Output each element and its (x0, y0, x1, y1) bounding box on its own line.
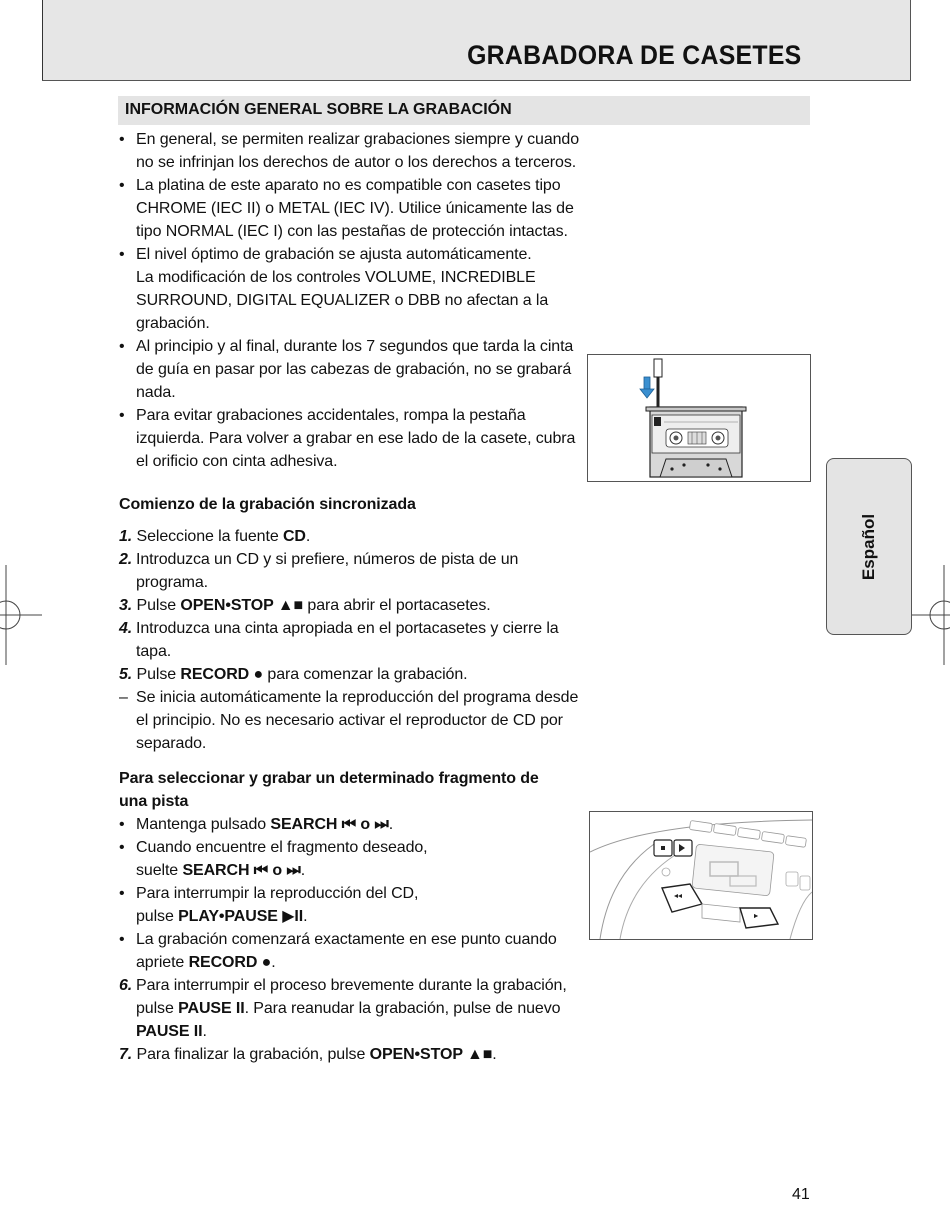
step-7: 7. Para finalizar la grabación, pulse OPEN•STOP ▲■. (119, 1046, 497, 1063)
text-line: El nivel óptimo de grabación se ajusta automáticamente. (136, 246, 532, 263)
cd-player-figure (589, 811, 813, 940)
registration-mark-right (908, 565, 950, 665)
list-item (119, 128, 589, 174)
step-5: 5. Pulse RECORD ● para comenzar la grabación. (119, 666, 468, 683)
list-item (119, 174, 589, 243)
cd-controls-illustration (590, 812, 812, 939)
step-3: 3. Pulse OPEN•STOP ▲■ para abrir el portacasetes. (119, 597, 491, 614)
text-line: el orificio con cinta adhesiva. (136, 453, 338, 470)
list-item (119, 243, 589, 335)
bullet: • (119, 131, 125, 148)
text-line: CHROME (IEC II) o METAL (IEC IV). Utilice únicamente las de (136, 200, 574, 217)
text-line: no se infrinjan los derechos de autor o los derechos a terceros. (136, 154, 577, 171)
text-line: SURROUND, DIGITAL EQUALIZER o DBB no afectan a la (136, 292, 549, 309)
text-line: En general, se permiten realizar grabaciones siempre y cuando (136, 131, 580, 148)
language-tab-label: Español (859, 513, 878, 580)
step-2: 2. Introduzca un CD y si prefiere, números de pista de un programa. (119, 551, 519, 591)
text-line: La platina de este aparato no es compatible con casetes tipo (136, 177, 561, 194)
list-item (119, 404, 589, 473)
list-item: • Mantenga pulsado SEARCH ⏮ o ⏭. (119, 816, 394, 833)
text-line: grabación. (136, 315, 210, 332)
text-line: de guía en pasar por las cabezas de grabación, no se grabará (136, 361, 572, 378)
page-title: GRABADORA DE CASETES (467, 40, 802, 70)
section-bar (118, 96, 810, 125)
bullet: • (119, 338, 125, 355)
cassette-tab-illustration (588, 355, 810, 481)
text-line: izquierda. Para volver a grabar en ese lado de la casete, cubra (136, 430, 576, 447)
bullet: • (119, 177, 125, 194)
page-number: 41 (792, 1186, 810, 1203)
cassette-figure (587, 354, 811, 482)
fragment-heading: Para seleccionar y grabar un determinado fragmento de una pista (119, 770, 539, 810)
sync-steps (119, 525, 589, 755)
bullet: • (119, 407, 125, 424)
section-title: INFORMACIÓN GENERAL SOBRE LA GRABACIÓN (125, 101, 512, 118)
list-item: • Para interrumpir la reproducción del CD, pulse PLAY•PAUSE ▶II. (119, 885, 419, 925)
dash-note: – Se inicia automáticamente la reproducción del programa desde el principio. No es necesario activar el reproductor de CD por separado. (119, 689, 579, 752)
step-1: 1. Seleccione la fuente CD. (119, 528, 311, 545)
list-item: • Cuando encuentre el fragmento deseado, suelte SEARCH ⏮ o ⏭. (119, 839, 428, 879)
list-item: • La grabación comenzará exactamente en ese punto cuando apriete RECORD ●. (119, 931, 557, 971)
text-line: La modificación de los controles VOLUME, INCREDIBLE (136, 269, 536, 286)
list-item (119, 335, 589, 404)
text-line: Al principio y al final, durante los 7 segundos que tarda la cinta (136, 338, 574, 355)
content (119, 128, 589, 1066)
bullet: • (119, 246, 125, 263)
text-line: tipo NORMAL (IEC I) con las pestañas de protección intactas. (136, 223, 568, 240)
crop-mark (42, 0, 43, 80)
sync-heading: Comienzo de la grabación sincronizada (119, 496, 416, 513)
step-6: 6. Para interrumpir el proceso brevemente durante la grabación, pulse PAUSE II. Para reanudar la grabación, pulse de nuevo PAUSE II. (119, 977, 567, 1040)
language-tab (826, 458, 912, 635)
text-line: Para evitar grabaciones accidentales, rompa la pestaña (136, 407, 526, 424)
registration-mark-left (0, 565, 42, 665)
text-line: nada. (136, 384, 176, 401)
step-4: 4. Introduzca una cinta apropiada en el portacasetes y cierre la tapa. (119, 620, 559, 660)
